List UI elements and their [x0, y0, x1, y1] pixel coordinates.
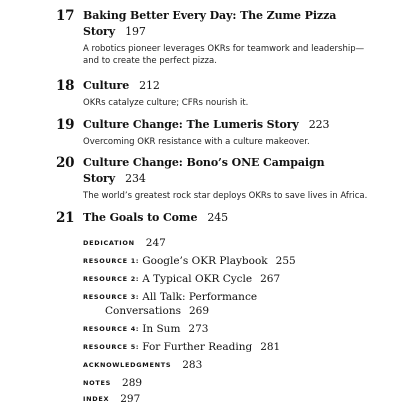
chapter-page: 245	[207, 211, 229, 224]
chapter-page: 212	[139, 79, 160, 92]
entry-page: 269	[188, 305, 210, 317]
entry-label: NOTES	[83, 379, 112, 387]
chapter-description: The world’s greatest rock star deploys OKRs to save lives in Africa.	[83, 191, 368, 201]
chapter-page: 197	[125, 25, 146, 38]
chapter-number: 17	[56, 8, 75, 24]
chapter-page: 234	[125, 172, 146, 185]
toc-dedication[interactable]	[83, 236, 383, 250]
toc-chapter-21	[56, 210, 386, 226]
toc-chapter-20	[56, 155, 386, 202]
chapter-number: 18	[56, 78, 75, 94]
toc-chapter-17	[56, 8, 386, 67]
chapter-title[interactable]: Culture 212	[83, 79, 160, 92]
entry-label: RESOURCE 3:	[83, 293, 140, 301]
entry-page: 297	[120, 393, 141, 405]
chapter-title[interactable]: Culture Change: The Lumeris Story 223	[83, 118, 330, 131]
entry-label: RESOURCE 5:	[83, 343, 140, 351]
entry-title: For Further Reading	[142, 341, 253, 353]
chapter-number: 19	[56, 117, 75, 133]
chapter-title[interactable]: The Goals to Come 245	[83, 211, 229, 224]
toc-resource-3[interactable]	[83, 290, 383, 318]
chapter-page: 223	[308, 118, 330, 131]
toc-resource-5[interactable]	[83, 340, 383, 354]
entry-page: 247	[145, 237, 166, 249]
entry-title: A Typical OKR Cycle	[142, 273, 253, 285]
entry-label: RESOURCE 4:	[83, 325, 140, 333]
toc-notes[interactable]	[83, 376, 383, 390]
entry-label: INDEX	[83, 395, 110, 403]
entry-title-continued: Conversations	[105, 305, 181, 317]
chapter-title[interactable]: Culture Change: Bono’s ONE Campaign Story 234	[83, 156, 325, 185]
toc-chapter-19	[56, 117, 386, 148]
toc-acknowledgments[interactable]	[83, 358, 383, 372]
toc-resource-2[interactable]	[83, 272, 383, 286]
chapter-title[interactable]: Baking Better Every Day: The Zume Pizza Story 197	[83, 9, 337, 38]
entry-page: 267	[260, 273, 281, 285]
entry-title: All Talk: Performance	[142, 291, 258, 303]
toc-index[interactable]	[83, 392, 383, 406]
chapter-number: 20	[56, 155, 75, 171]
entry-label: RESOURCE 1:	[83, 257, 140, 265]
chapter-number: 21	[56, 210, 75, 226]
entry-page: 281	[260, 341, 281, 353]
toc-resource-1[interactable]	[83, 254, 383, 268]
entry-page: 283	[182, 359, 203, 371]
entry-page: 255	[275, 255, 296, 267]
entry-page: 289	[122, 377, 143, 389]
entry-label: ACKNOWLEDGMENTS	[83, 361, 172, 369]
chapter-description: OKRs catalyze culture; CFRs nourish it.	[83, 98, 249, 108]
entry-label: RESOURCE 2:	[83, 275, 140, 283]
chapter-description: A robotics pioneer leverages OKRs for teamwork and leadership— and to create the perfect pizza.	[83, 44, 365, 66]
toc-chapter-18	[56, 78, 386, 109]
entry-page: 273	[188, 323, 209, 335]
entry-title: Google’s OKR Playbook	[142, 255, 268, 267]
chapter-description: Overcoming OKR resistance with a culture makeover.	[83, 137, 310, 147]
entry-title: In Sum	[142, 323, 181, 335]
toc-resource-4[interactable]	[83, 322, 383, 336]
entry-label: DEDICATION	[83, 239, 135, 247]
